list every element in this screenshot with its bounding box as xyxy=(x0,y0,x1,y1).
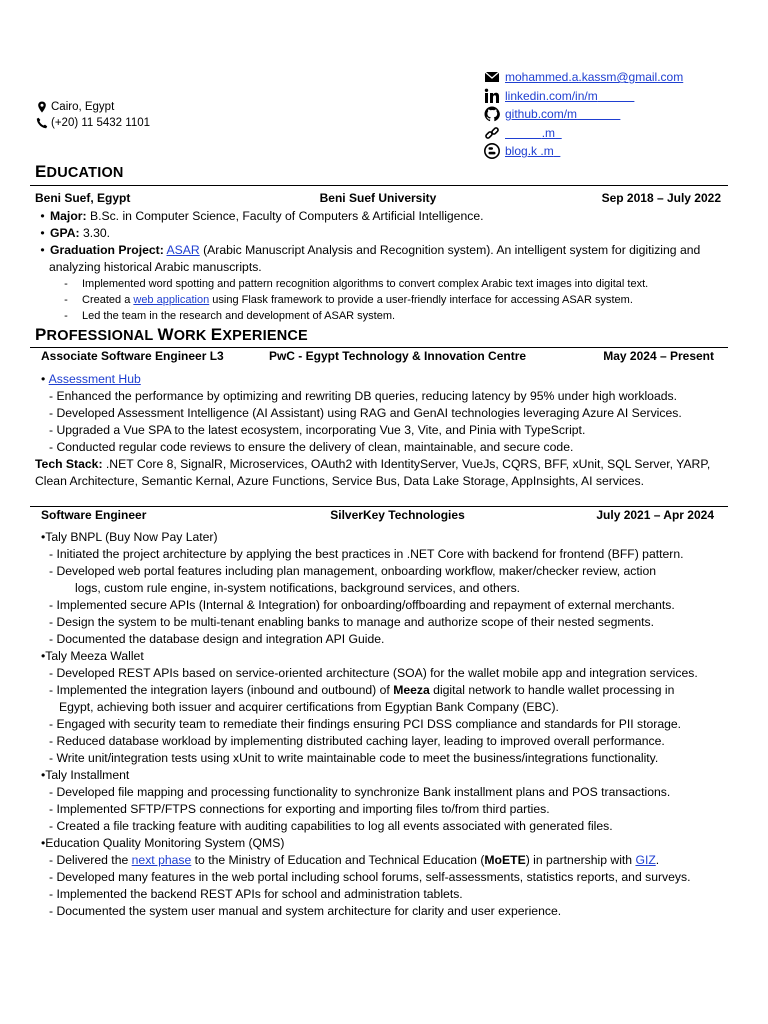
job2-project-4: •Education Quality Monitoring System (QMS) xyxy=(41,836,285,850)
job2-dates: July 2021 – Apr 2024 xyxy=(596,508,714,522)
envelope-icon xyxy=(484,69,500,85)
project-desc-cont: analyzing historical Arabic manuscripts. xyxy=(49,260,262,274)
p3-line-3: - Created a file tracking feature with auditing capabilities to log all events associated with generated files. xyxy=(49,819,613,833)
education-dates: Sep 2018 – July 2022 xyxy=(601,191,721,205)
job1-line-4: - Conducted regular code reviews to ensure the delivery of clean, maintainable, and secure code. xyxy=(49,440,574,454)
job1-line-1: - Enhanced the performance by optimizing and rewriting DB queries, reducing latency by 95% under high workloads. xyxy=(49,389,678,403)
p4-line-2: - Developed many features in the web portal including school forums, self-assessments, statistics reports, and surveys. xyxy=(49,870,691,884)
p2-line-2-cont: Egypt, achieving both issuer and acquirer certifications from Egyptian Bank Company (EBC). xyxy=(59,700,559,714)
p3-line-2: - Implemented SFTP/FTPS connections for exporting and importing files to/from third parties. xyxy=(49,802,550,816)
job2-project-3: •Taly Installment xyxy=(41,768,130,782)
p3-line-1: - Developed file mapping and processing functionality to synchronize Bank installment plans and POS transactions. xyxy=(49,785,671,799)
phone-text: (+20) 11 5432 1101 xyxy=(51,117,151,129)
phone-row xyxy=(36,115,150,131)
project-sub-1: - Implemented word spotting and pattern recognition algorithms to convert complex Arabic text images into digital text. xyxy=(64,278,649,290)
email-row xyxy=(484,68,683,87)
location-text: Cairo, Egypt xyxy=(51,101,115,113)
job1-stack-cont: Clean Architecture, Semantic Kernal, Azure Functions, Service Bus, Data Lake Storage, AppInsights, AI services. xyxy=(35,474,645,488)
school-name: Beni Suef University xyxy=(319,191,437,205)
gpa-item: • GPA: 3.30. xyxy=(40,226,111,240)
contact-right xyxy=(484,68,683,161)
job1-stack: Tech Stack: .NET Core 8, SignalR, Microservices, OAuth2 with IdentityServer, VueJs, CQRS, BFF, xUnit, SQL Server, YARP, xyxy=(35,457,711,471)
project-item: • Graduation Project: ASAR (Arabic Manuscript Analysis and Recognition system). An intelligent system for digitizing and xyxy=(40,243,701,257)
p2-line-3: - Engaged with security team to remediate their findings ensuring PCI DSS compliance and standards for PII storage. xyxy=(49,717,682,731)
project-sub-2: - Created a web application using Flask framework to provide a user-friendly interface for accessing ASAR system. xyxy=(64,294,633,306)
job2-project-1: •Taly BNPL (Buy Now Pay Later) xyxy=(41,530,218,544)
assessment-hub-link[interactable]: Assessment Hub xyxy=(48,372,141,386)
github-link[interactable]: github.com/m xyxy=(505,107,578,121)
job1-details xyxy=(35,371,721,490)
website-row xyxy=(484,124,683,143)
job2-project-2: •Taly Meeza Wallet xyxy=(41,649,144,663)
asar-link[interactable]: ASAR xyxy=(166,243,200,257)
p2-line-2: - Implemented the integration layers (inbound and outbound) of Meeza digital network to handle wallet processing in xyxy=(49,683,675,697)
p4-line-3: - Implemented the backend REST APIs for school and administration tablets. xyxy=(49,887,463,901)
p2-line-1: - Developed REST APIs based on service-oriented architecture (SOA) for the wallet mobile app and integration services. xyxy=(49,666,698,680)
location-row xyxy=(36,99,150,115)
p1-line-2: - Developed web portal features including plan management, onboarding workflow, maker/checker review, action xyxy=(49,564,656,578)
education-divider xyxy=(30,185,728,186)
job1-company: PwC - Egypt Technology & Innovation Centre xyxy=(268,349,527,363)
p2-line-4: - Reduced database workload by implementing distributed caching layer, leading to improved overall performance. xyxy=(49,734,665,748)
linkedin-row xyxy=(484,87,683,106)
p4-line-1: - Delivered the next phase to the Ministry of Education and Technical Education (MoETE) in partnership with GIZ. xyxy=(49,853,660,867)
p1-line-1: - Initiated the project architecture by applying the best practices in .NET Core with backend for frontend (BFF) pattern. xyxy=(49,547,684,561)
p1-line-3: - Implemented secure APIs (Internal & Integration) for onboarding/offboarding and repayment of external merchants. xyxy=(49,598,675,612)
web-application-link[interactable]: web application xyxy=(133,294,210,306)
job1-line-3: - Upgraded a Vue SPA to the latest ecosystem, incorporating Vue 3, Vite, and Pinia with TypeScript. xyxy=(49,423,586,437)
next-phase-link[interactable]: next phase xyxy=(131,853,192,867)
giz-link[interactable]: GIZ xyxy=(635,853,656,867)
education-heading: EDUCATION xyxy=(35,162,124,181)
education-details xyxy=(35,208,721,324)
job1-project: • Assessment Hub xyxy=(41,372,141,386)
project-sub-3: - Led the team in the research and development of ASAR system. xyxy=(64,310,396,322)
github-row xyxy=(484,105,683,124)
job1-line-2: - Developed Assessment Intelligence (AI Assistant) using RAG and GenAI technologies leveraging Azure AI Services. xyxy=(49,406,682,420)
p1-line-5: - Documented the database design and integration API Guide. xyxy=(49,632,385,646)
job2-role: Software Engineer xyxy=(41,508,147,522)
blog-link[interactable]: blog.k .m xyxy=(505,144,554,158)
link-icon xyxy=(484,125,500,141)
github-icon xyxy=(484,106,500,122)
p4-line-4: - Documented the system user manual and system architecture for clarity and user experience. xyxy=(49,904,562,918)
major-item: • Major: B.Sc. in Computer Science, Faculty of Computers & Artificial Intelligence. xyxy=(40,209,484,223)
p2-line-5: - Write unit/integration tests using xUnit to write maintainable code to meet the business/integrations functionality. xyxy=(49,751,659,765)
education-location: Beni Suef, Egypt xyxy=(35,191,131,205)
job1-dates: May 2024 – Present xyxy=(603,349,714,363)
p1-line-4: - Design the system to be multi-tenant enabling banks to manage and authorize scope of their nested segments. xyxy=(49,615,654,629)
job2-details xyxy=(35,529,721,920)
website-link[interactable]: .m xyxy=(541,125,556,140)
linkedin-icon xyxy=(484,88,500,104)
linkedin-link[interactable]: linkedin.com/in/m xyxy=(505,88,598,103)
map-pin-icon xyxy=(36,101,48,113)
blog-row xyxy=(484,142,683,161)
contact-left xyxy=(36,99,150,131)
email-link[interactable]: mohammed.a.kassm@gmail.com xyxy=(505,70,684,84)
job2-company: SilverKey Technologies xyxy=(330,508,465,522)
experience-heading: PROFESSIONAL WORK EXPERIENCE xyxy=(35,325,308,344)
blogger-icon xyxy=(484,143,500,159)
job1-role: Associate Software Engineer L3 xyxy=(41,349,224,363)
phone-icon xyxy=(36,117,48,129)
p1-line-2-cont: logs, custom rule engine, in-system notifications, background services, and others. xyxy=(75,581,521,595)
